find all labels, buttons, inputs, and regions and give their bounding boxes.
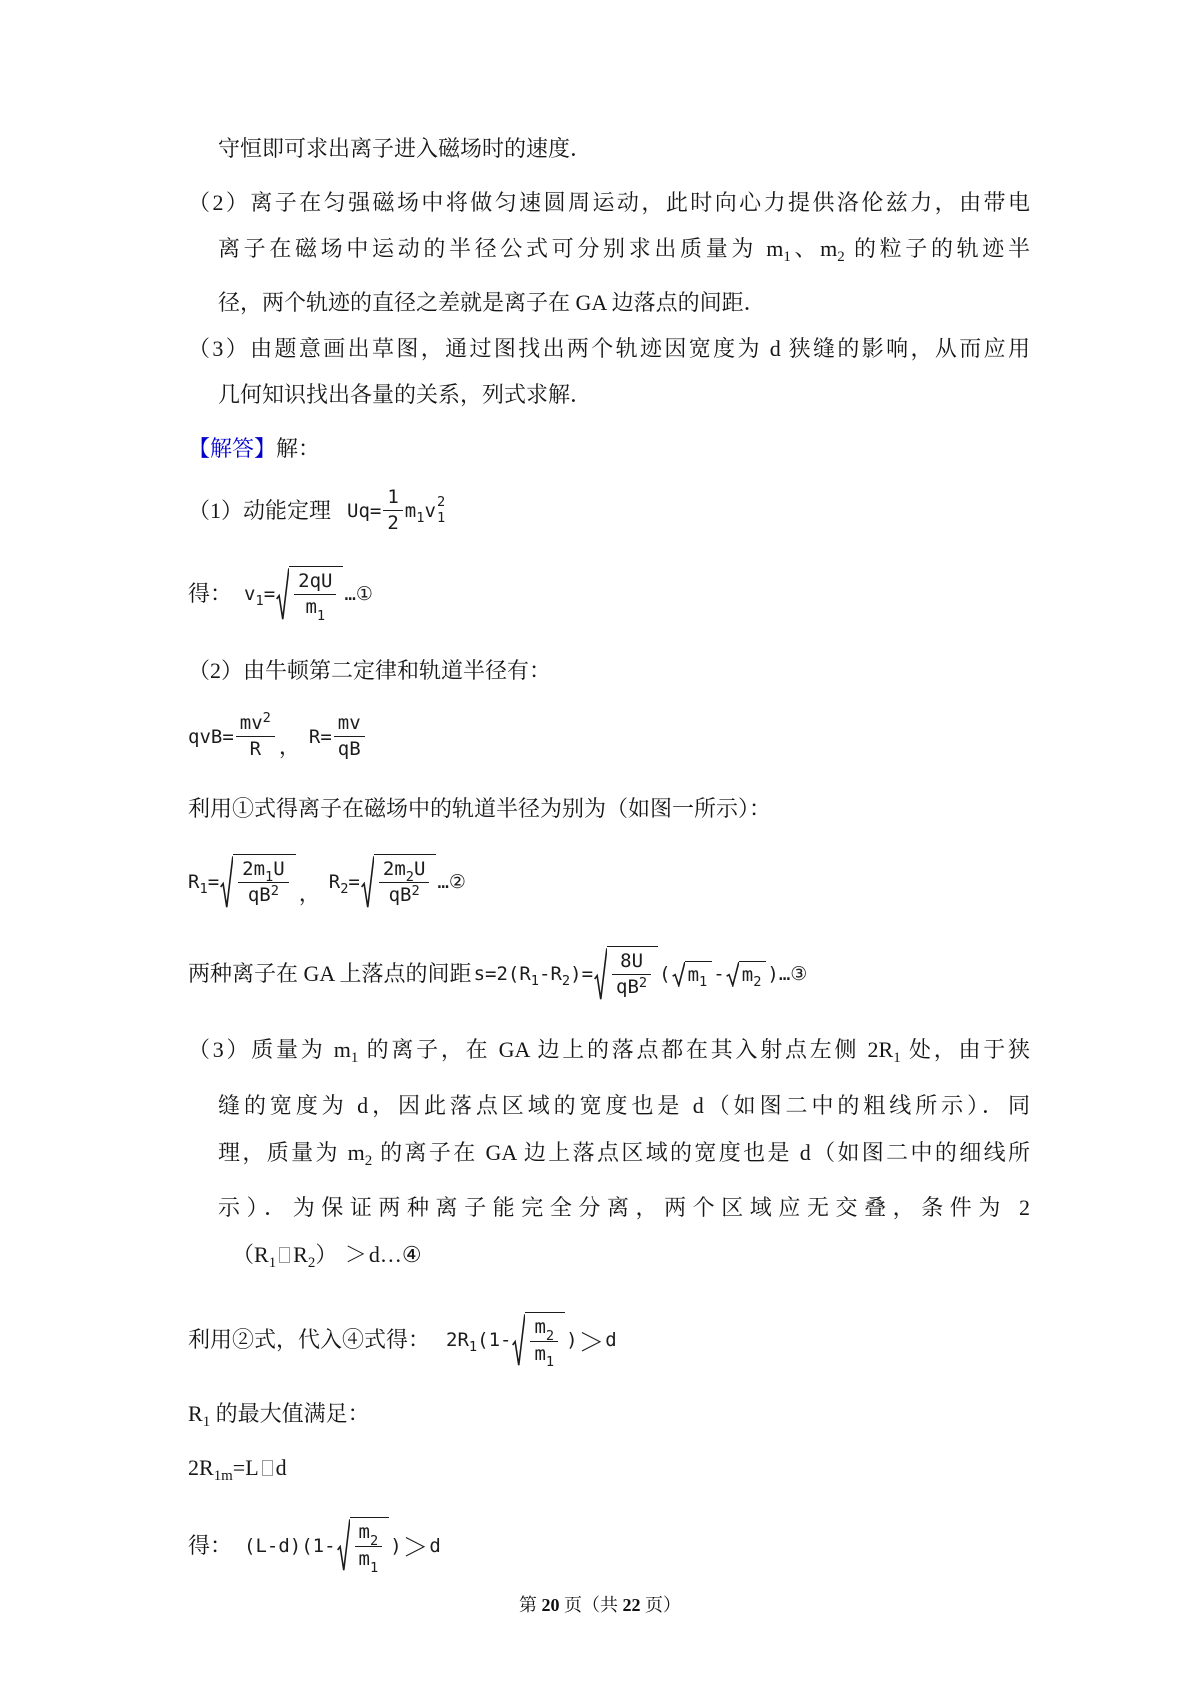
- subscript: 2: [837, 248, 845, 265]
- subscript: 1: [416, 509, 425, 526]
- radicand: [739, 961, 767, 990]
- greater-than-sign: ＞: [344, 1242, 367, 1268]
- subscript: 1: [265, 869, 274, 886]
- numerator: [238, 857, 289, 886]
- text-run: （3）由题意画出草图，通过图找出两个轨迹因宽度为 d 狭缝的影响，从而应用: [188, 335, 1030, 361]
- text-run: qB: [247, 884, 271, 907]
- text-run: qB: [388, 884, 412, 907]
- greater-than-sign: ＞: [578, 1327, 605, 1358]
- text-run: U: [273, 857, 285, 880]
- newton-law-formula-row: [188, 696, 1030, 778]
- radicand: [525, 1312, 565, 1369]
- text-run: 守恒即可求出离子进入磁场时的速度．: [218, 136, 593, 161]
- landing-distance-text: [188, 951, 472, 997]
- text-run: 示）．为保证两种离子能完全分离，两个区域应无交叠，条件为 2: [218, 1195, 1030, 1221]
- text-run: （2）由牛顿第二定律和轨道半径有：: [188, 657, 552, 683]
- radicand: [685, 961, 713, 990]
- result-prefix-de: [188, 571, 232, 617]
- step-2-heading: [188, 648, 1030, 694]
- final-result-prefix: [188, 1523, 232, 1569]
- text-run: 8U: [620, 949, 644, 972]
- radical-sign-icon: [361, 854, 374, 911]
- numerator: [379, 857, 430, 886]
- text-run: …②: [437, 870, 466, 893]
- text-run: d…④: [368, 1242, 422, 1268]
- final-result-row: [188, 1499, 1030, 1593]
- subscript: 2: [405, 869, 414, 886]
- text-run: （3）质量为 m: [188, 1036, 351, 1062]
- text-run: R: [188, 870, 200, 893]
- text-run: m: [534, 1315, 546, 1338]
- greater-than-sign: ＞: [402, 1533, 429, 1564]
- answer-heading-text: 解：: [276, 435, 321, 461]
- radical: [337, 1517, 390, 1577]
- text-run: =: [263, 582, 276, 605]
- text-run: =: [348, 870, 360, 893]
- answer-section-label: 【解答】: [188, 435, 277, 461]
- denominator: [385, 883, 424, 909]
- text-run: (: [659, 962, 671, 985]
- text-run: ): [390, 1534, 402, 1557]
- footer-page-number: 20: [541, 1594, 560, 1615]
- fraction: [355, 1520, 383, 1577]
- missing-glyph-box: [279, 1247, 290, 1263]
- radicand: [607, 946, 658, 1003]
- text-run: R: [293, 1242, 308, 1268]
- text-run: m: [305, 596, 317, 619]
- fraction: [379, 857, 430, 910]
- superscript: 2: [436, 494, 446, 511]
- fraction: [236, 711, 275, 764]
- radical-sign-icon: [220, 854, 233, 911]
- use-eq2-text: [188, 1317, 430, 1363]
- text-run: 的粒子的轨迹半: [844, 236, 1030, 261]
- text-run: 处，由于狭: [900, 1036, 1030, 1062]
- text-run: =: [207, 870, 220, 893]
- subscript: 1: [316, 608, 326, 625]
- numerator: [294, 569, 336, 595]
- answer-heading-row: [188, 426, 1030, 472]
- text-run: -: [713, 962, 725, 985]
- subscript: 2: [307, 1255, 316, 1272]
- analysis-item-2-line-2: [188, 226, 1030, 280]
- subscript: 1: [199, 880, 208, 897]
- radical: [276, 566, 343, 623]
- fraction: [238, 857, 289, 910]
- superscript: 2: [270, 883, 279, 900]
- subscript: 2: [369, 1533, 379, 1550]
- text-run: v: [424, 499, 436, 522]
- text-run: 利用②式，代入④式得：: [188, 1327, 431, 1353]
- denominator: [246, 737, 265, 763]
- r1m-equation-line: [188, 1445, 1030, 1499]
- text-run: 2qU: [298, 569, 333, 592]
- fraction: [530, 1315, 558, 1371]
- solution-item-3-line-5: [188, 1231, 1030, 1287]
- text-run: 几何知识找出各量的关系，列式求解．: [218, 381, 593, 407]
- text-run: m: [358, 1548, 370, 1571]
- text-run: d: [429, 1534, 441, 1557]
- denominator: [383, 511, 402, 537]
- text-run: R: [188, 1401, 203, 1427]
- text-run: 理，质量为 m: [218, 1139, 365, 1165]
- radical-sign-icon: [726, 961, 739, 987]
- text-run: ）: [315, 1242, 343, 1268]
- text-run: (L-d)(1-: [244, 1534, 336, 1557]
- text-run: R: [249, 738, 262, 761]
- analysis-item-2: [188, 180, 1030, 326]
- superscript: 2: [411, 883, 420, 900]
- use-eq1-line: [188, 786, 1030, 832]
- text-run: =L: [232, 1454, 259, 1480]
- formula-radii-r1-r2: [188, 854, 466, 911]
- text-run: m: [404, 499, 417, 522]
- text-run: 2m: [242, 857, 266, 880]
- text-run: 的最大值满足：: [210, 1401, 370, 1427]
- text-run: -R: [539, 962, 562, 985]
- subscript: 1: [783, 248, 791, 265]
- radical: [512, 1312, 565, 1369]
- subscript: 1: [369, 1560, 379, 1577]
- footer-suffix: 页）: [640, 1594, 681, 1615]
- fraction: [612, 949, 651, 1002]
- text-run: 2m: [382, 857, 406, 880]
- text-run: 得：: [188, 580, 233, 606]
- text-run: 离子在磁场中运动的半径公式可分别求出质量为 m: [218, 236, 784, 261]
- subscript: 2: [364, 1152, 373, 1169]
- subscript: 2: [753, 973, 762, 990]
- text-run: qB: [616, 976, 639, 999]
- radical: [220, 854, 296, 911]
- numerator: [236, 711, 275, 737]
- text-run: mv: [337, 711, 361, 734]
- text-run: …①: [344, 582, 373, 605]
- text-run: Uq=: [347, 499, 382, 522]
- subscript: 1: [350, 1049, 359, 1066]
- subscript: 1: [268, 1255, 277, 1272]
- analysis-item-2-line-3: [188, 280, 1030, 326]
- cjk-comma: ，: [278, 734, 301, 760]
- subscript: 1: [530, 972, 539, 989]
- velocity-result-row: [188, 548, 1030, 640]
- text-run: 2R: [188, 1454, 214, 1480]
- text-run: 径，两个轨迹的直径之差就是离子在 GA 边落点的间距．: [218, 289, 766, 315]
- text-run: v: [244, 582, 256, 605]
- numerator: [530, 1315, 558, 1344]
- subscript: 2: [561, 972, 571, 989]
- text-run: ): [566, 1329, 578, 1352]
- formula-lorentz-radius: [188, 711, 367, 764]
- subscript: 1: [545, 1354, 555, 1371]
- text-run: 1: [387, 485, 399, 508]
- text-run: m: [687, 963, 700, 986]
- radicand: [374, 854, 437, 911]
- formula-separation-condition: [446, 1312, 617, 1369]
- footer-prefix: 第: [519, 1594, 542, 1615]
- cjk-comma: ，: [298, 881, 321, 907]
- solution-item-3-line-3: [188, 1129, 1030, 1185]
- radical-sign-icon: [594, 946, 607, 1003]
- text-run: d: [275, 1454, 287, 1480]
- analysis-item-3-line-2: [188, 372, 1030, 418]
- text-run: m: [358, 1521, 370, 1544]
- subscript: 1: [436, 509, 446, 526]
- formula-velocity-v1: [244, 566, 373, 623]
- radicand: [289, 566, 343, 623]
- text-run: m: [741, 963, 754, 986]
- text-run: U: [414, 857, 426, 880]
- radical: [361, 854, 437, 911]
- text-run: )…③: [767, 962, 808, 985]
- radical-sign-icon: [276, 566, 289, 623]
- superscript: 2: [638, 975, 648, 992]
- denominator: [244, 883, 283, 909]
- analysis-item-2-line-1: [188, 180, 1030, 226]
- numerator: [616, 949, 647, 975]
- text-run: s=2(R: [473, 962, 531, 985]
- text-run: 两种离子在 GA 上落点的间距: [188, 960, 472, 986]
- text-run: 的离子，在 GA 边上的落点都在其入射点左侧 2R: [358, 1036, 894, 1062]
- text-run: (1-: [477, 1329, 512, 1352]
- use-eq2-row: [188, 1293, 1030, 1387]
- radii-formula-row: [188, 834, 1030, 930]
- text-run: mv: [239, 711, 263, 734]
- numerator: [334, 711, 365, 737]
- radical-sign-icon: [672, 961, 685, 987]
- denominator: [334, 737, 365, 763]
- text-run: qB: [337, 738, 361, 761]
- step-1-label: [188, 488, 331, 534]
- solution-item-3: [188, 1026, 1030, 1287]
- fraction: [334, 711, 365, 764]
- text-run: d: [605, 1329, 617, 1352]
- text-run: （1）动能定理: [188, 497, 332, 523]
- r1-max-line: [188, 1391, 1030, 1445]
- sup-sub-stack: [437, 495, 445, 526]
- numerator: [355, 1520, 383, 1550]
- radical: [726, 961, 767, 990]
- text-run: 、m: [790, 236, 838, 261]
- text-run: R=: [308, 725, 332, 748]
- denominator: [530, 1342, 558, 1371]
- formula-spacing-s: [474, 946, 808, 1003]
- footer-total-pages: 22: [622, 1594, 641, 1615]
- footer-mid: 页（共: [559, 1594, 623, 1615]
- solution-item-3-line-4: [188, 1184, 1030, 1231]
- text-run: 利用①式得离子在磁场中的轨道半径为别为（如图一所示）：: [188, 795, 772, 821]
- text-run: )=: [570, 962, 594, 985]
- text-run: m: [534, 1342, 546, 1365]
- page-footer: [0, 1593, 1200, 1698]
- text-run: （R: [232, 1242, 269, 1268]
- superscript: 2: [262, 710, 271, 727]
- subscript: 2: [545, 1327, 555, 1344]
- text-run: （2）离子在匀强磁场中将做匀速圆周运动，此时向心力提供洛伦兹力，由带电: [188, 190, 1030, 215]
- subscript: 1: [893, 1049, 901, 1066]
- denominator: [355, 1547, 383, 1577]
- radical-sign-icon: [512, 1312, 525, 1369]
- solution-item-3-line-1: [188, 1026, 1030, 1082]
- step-1-row: [188, 474, 1030, 548]
- formula-final-inequality: [244, 1517, 441, 1577]
- subscript: 1: [202, 1413, 211, 1430]
- text-run: qvB=: [188, 725, 234, 748]
- radicand: [350, 1517, 390, 1577]
- subscript: 1: [699, 973, 708, 990]
- numerator: [383, 485, 402, 511]
- text-run: R: [328, 870, 341, 893]
- radical: [594, 946, 658, 1003]
- text-run: 得：: [188, 1532, 233, 1558]
- analysis-continuation-line: [188, 126, 1030, 172]
- landing-distance-row: [188, 930, 1030, 1018]
- missing-glyph-box: [262, 1460, 273, 1476]
- text-run: 缝的宽度为 d，因此落点区域的宽度也是 d（如图二中的粗线所示）．同: [218, 1092, 1030, 1118]
- text-run: 2: [387, 512, 399, 535]
- radical-sign-icon: [337, 1517, 350, 1574]
- radical: [672, 961, 713, 990]
- text-run: 的离子在 GA 边上落点区域的宽度也是 d（如图二中的细线所: [372, 1139, 1030, 1165]
- fraction: [383, 485, 402, 538]
- radicand: [233, 854, 296, 911]
- solution-item-3-line-2: [188, 1082, 1030, 1129]
- text-run: 2R: [446, 1329, 469, 1352]
- analysis-item-3: [188, 326, 1030, 418]
- subscript: 1: [468, 1338, 478, 1355]
- subscript: 1: [255, 592, 264, 609]
- denominator: [301, 595, 329, 625]
- formula-kinetic-energy: [347, 485, 445, 538]
- denominator: [612, 975, 651, 1001]
- analysis-item-3-line-1: [188, 326, 1030, 372]
- subscript: 1m: [213, 1467, 233, 1484]
- fraction: [294, 569, 336, 625]
- subscript: 2: [340, 880, 349, 897]
